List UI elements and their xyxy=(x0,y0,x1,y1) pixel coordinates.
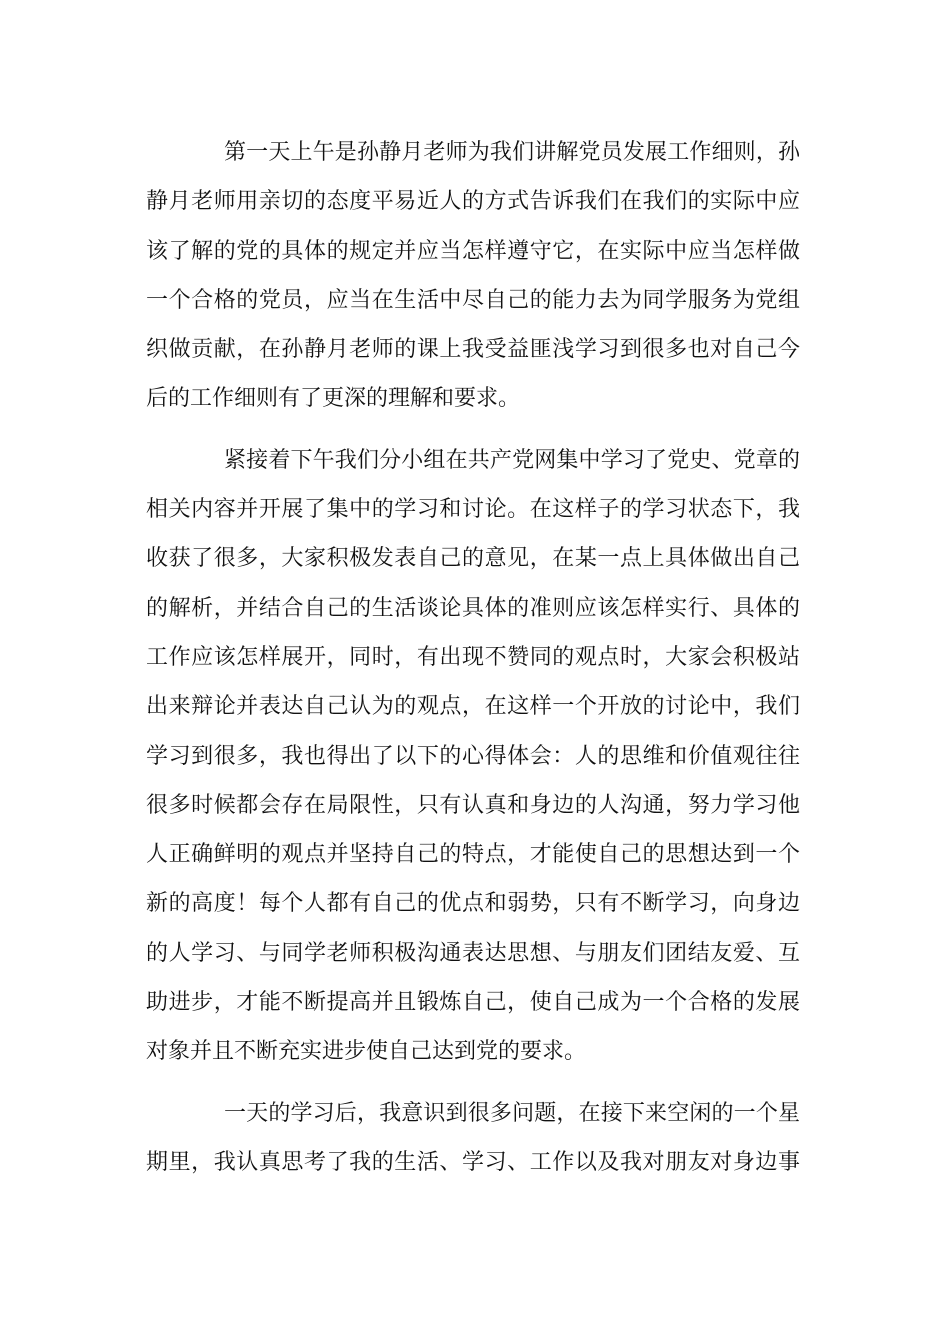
paragraph-spacer xyxy=(146,424,800,436)
paragraph-2-line-12: 助进步，才能不断提高并且锻炼自己，使自己成为一个合格的发展 xyxy=(146,990,800,1016)
paragraph-1-line-3: 该了解的党的具体的规定并应当怎样遵守它，在实际中应当怎样做 xyxy=(146,238,800,264)
paragraph-1-line-4: 一个合格的党员，应当在生活中尽自己的能力去为同学服务为党组 xyxy=(146,287,800,313)
paragraph-2-line-4: 的解析，并结合自己的生活谈论具体的准则应该怎样实行、具体的 xyxy=(146,595,800,621)
paragraph-2-line-6: 出来辩论并表达自己认为的观点，在这样一个开放的讨论中，我们 xyxy=(146,694,800,720)
paragraph-spacer xyxy=(146,1077,800,1089)
paragraph-1 xyxy=(146,128,800,424)
paragraph-3-line-1: 一天的学习后，我意识到很多问题，在接下来空闲的一个星 xyxy=(224,1100,800,1126)
paragraph-2-line-9: 人正确鲜明的观点并坚持自己的特点，才能使自己的思想达到一个 xyxy=(146,842,800,868)
paragraph-1-line-6: 后的工作细则有了更深的理解和要求。 xyxy=(146,386,521,412)
paragraph-2-line-1: 紧接着下午我们分小组在共产党网集中学习了党史、党章的 xyxy=(224,447,800,473)
paragraph-1-line-5: 织做贡献，在孙静月老师的课上我受益匪浅学习到很多也对自己今 xyxy=(146,337,800,363)
paragraph-2-line-10: 新的高度！每个人都有自己的优点和弱势，只有不断学习，向身边 xyxy=(146,891,800,917)
paragraph-2-line-13: 对象并且不断充实进步使自己达到党的要求。 xyxy=(146,1039,587,1065)
paragraph-2-line-7: 学习到很多，我也得出了以下的心得体会：人的思维和价值观往往 xyxy=(146,743,800,769)
document-body xyxy=(146,128,800,1187)
paragraph-2-line-5: 工作应该怎样展开，同时，有出现不赞同的观点时，大家会积极站 xyxy=(146,644,800,670)
paragraph-2 xyxy=(146,436,800,1077)
paragraph-3-line-2: 期里，我认真思考了我的生活、学习、工作以及我对朋友对身边事 xyxy=(146,1149,800,1175)
paragraph-2-line-8: 很多时候都会存在局限性，只有认真和身边的人沟通，努力学习他 xyxy=(146,792,800,818)
paragraph-2-line-11: 的人学习、与同学老师积极沟通表达思想、与朋友们团结友爱、互 xyxy=(146,940,800,966)
paragraph-2-line-2: 相关内容并开展了集中的学习和讨论。在这样子的学习状态下，我 xyxy=(146,497,800,523)
paragraph-1-line-1: 第一天上午是孙静月老师为我们讲解党员发展工作细则，孙 xyxy=(224,140,800,165)
paragraph-3 xyxy=(146,1089,800,1188)
paragraph-2-line-3: 收获了很多，大家积极发表自己的意见，在某一点上具体做出自己 xyxy=(146,546,800,572)
paragraph-1-line-2: 静月老师用亲切的态度平易近人的方式告诉我们在我们的实际中应 xyxy=(146,189,800,215)
